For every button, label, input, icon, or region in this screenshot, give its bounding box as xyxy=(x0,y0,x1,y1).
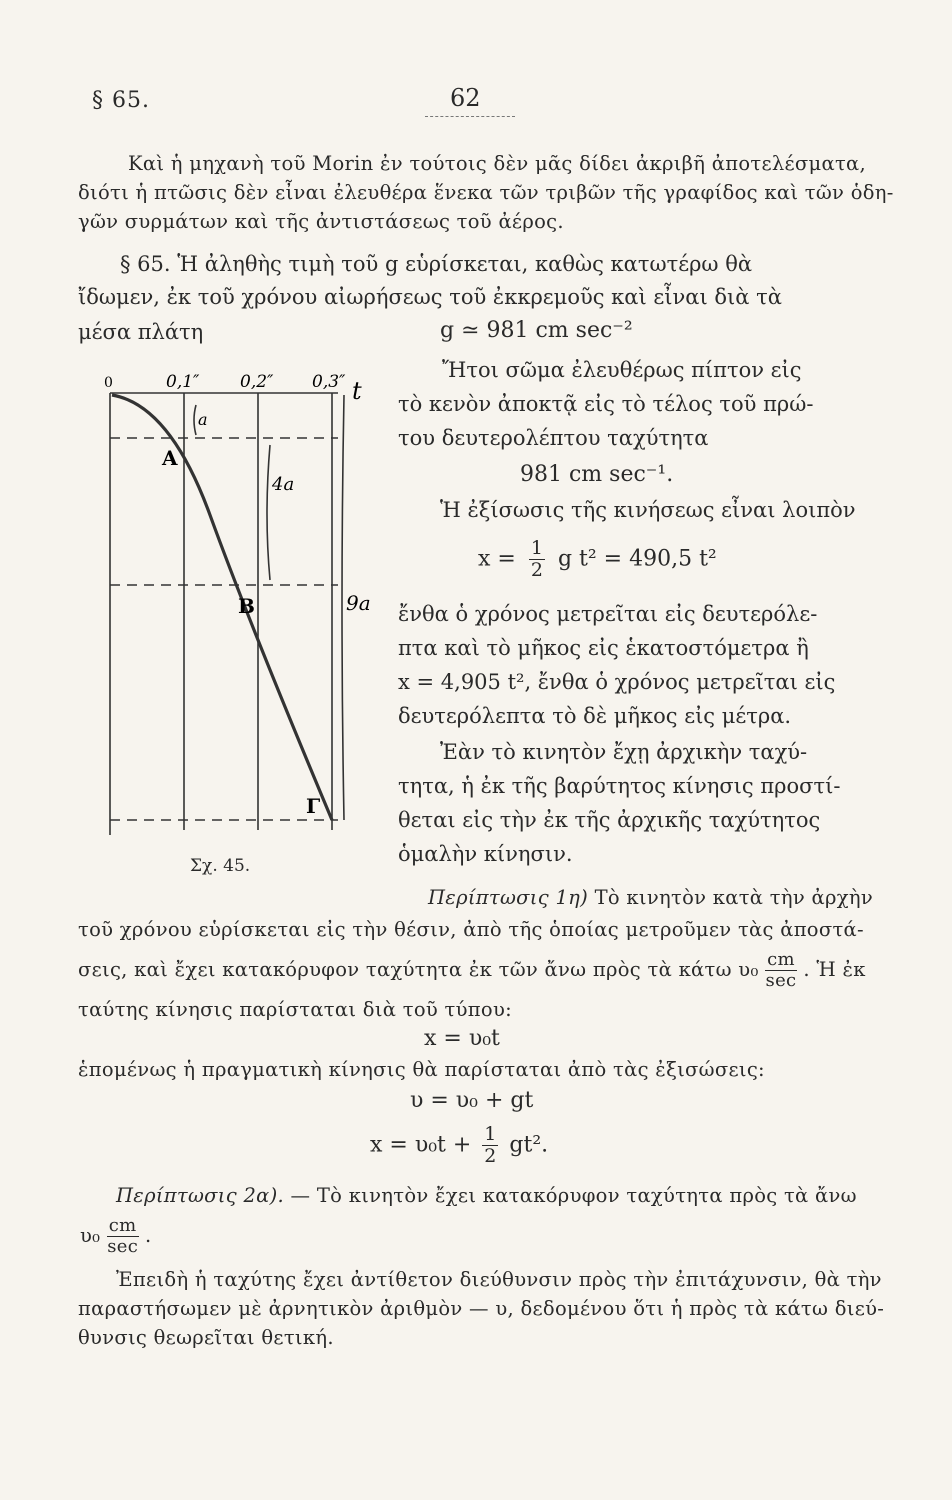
right-line11: θεται εἰς τὴν ἐκ τῆς ἀρχικῆς ταχύτητος xyxy=(398,808,821,832)
case2-line1 xyxy=(116,1184,857,1207)
section65-line2: ἴδωμεν, ἐκ τοῦ χρόνου αἰωρήσεως τοῦ ἐκκρεμοῦς καὶ εἶναι διὰ τὰ xyxy=(78,285,782,309)
figure-label-t3: 0,3″ xyxy=(312,372,346,392)
right-line1: Ἤτοι σῶμα ἐλευθέρως πίπτον εἰς xyxy=(442,358,802,382)
case2-velocity-symbol: υ₀ xyxy=(80,1223,101,1247)
figure-label-G: Γ xyxy=(306,794,321,818)
case1-equation3 xyxy=(370,1124,548,1167)
right-line3: του δευτερολέπτου ταχύτητα xyxy=(398,426,709,450)
case2-unit-denominator: sec xyxy=(107,1235,139,1257)
right-line12: ὁμαλὴν κίνησιν. xyxy=(398,842,573,866)
case2-unit-numerator: cm xyxy=(108,1215,137,1236)
right-line10: τητα, ἡ ἐκ τῆς βαρύτητος κίνησις προστί- xyxy=(398,774,841,798)
eq-x-numerator: 1 xyxy=(530,537,543,559)
case1-line3 xyxy=(78,950,866,991)
case2-line4: παραστήσωμεν μὲ ἀρνητικὸν ἀριθμὸν — υ, δεδομένου ὅτι ἡ πρὸς τὰ κάτω διεύ- xyxy=(78,1297,885,1320)
section65-line1: § 65. Ἡ ἀληθὴς τιμὴ τοῦ g εὑρίσκεται, καθὼς κατωτέρω θὰ xyxy=(120,252,753,276)
right-line9: Ἐὰν τὸ κινητὸν ἔχῃ ἀρχικὴν ταχύ- xyxy=(440,740,808,764)
figure-label-4a: 4a xyxy=(272,474,295,495)
eq-x-denominator: 2 xyxy=(530,558,543,581)
right-line7: x = 4,905 t², ἔνθα ὁ χρόνος μετρεῖται εἰς xyxy=(398,670,836,694)
case1-unit-numerator: cm xyxy=(767,949,795,970)
case1-equation2: υ = υ₀ + gt xyxy=(410,1088,534,1113)
eq-x-fraction xyxy=(529,538,545,581)
case2-heading: Περίπτωσις 2α). xyxy=(116,1184,285,1207)
figure-label-9a: 9a xyxy=(346,591,371,615)
case1-eq3-fraction xyxy=(482,1124,498,1167)
page-number: 62 xyxy=(450,84,481,112)
equation-g: g ≃ 981 cm sec⁻² xyxy=(440,318,633,343)
eq-x-right: g t² = 490,5 t² xyxy=(557,546,717,572)
right-line5: ἔνθα ὁ χρόνος μετρεῖται εἰς δευτερόλε- xyxy=(398,602,818,626)
figure-label-t1: 0,1″ xyxy=(166,372,200,392)
case1-line1-text: Τὸ κινητὸν κατὰ τὴν ἀρχὴν xyxy=(594,886,873,909)
section-header: § 65. xyxy=(92,88,150,113)
case1-eq3-left: x = υ₀t + xyxy=(370,1132,472,1158)
case1-unit-denominator: sec xyxy=(765,969,797,991)
case1-line3-text: σεις, καὶ ἔχει κατακόρυφον ταχύτητα ἐκ τῶν ἄνω πρὸς τὰ κάτω υ₀ xyxy=(78,957,759,981)
case1-line4: ταύτης κίνησις παρίσταται διὰ τοῦ τύπου: xyxy=(78,998,512,1021)
right-line8: δευτερόλεπτα τὸ δὲ μῆκος εἰς μέτρα. xyxy=(398,704,792,728)
paragraph1-line2: διότι ἡ πτῶσις δὲν εἶναι ἐλευθέρα ἕνεκα τῶν τριβῶν τῆς γραφίδος καὶ τῶν ὁδη- xyxy=(78,181,894,204)
figure-bracket-9a xyxy=(342,395,344,820)
case1-eq3-denominator: 2 xyxy=(484,1144,497,1167)
case2-line2 xyxy=(80,1216,152,1257)
case2-line3: Ἐπειδὴ ἡ ταχύτης ἔχει ἀντίθετον διεύθυνσιν πρὸς τὴν ἐπιτάχυνσιν, θὰ τὴν xyxy=(116,1268,882,1291)
figure-label-t: t xyxy=(352,377,362,405)
figure-trajectory-curve xyxy=(112,395,332,820)
figure-label-a: a xyxy=(198,410,208,429)
figure-label-A: Α xyxy=(162,446,178,470)
equation-velocity: 981 cm sec⁻¹. xyxy=(520,462,674,487)
figure-label-origin: 0 xyxy=(104,375,113,391)
equation-motion xyxy=(478,538,717,581)
figure-label-t2: 0,2″ xyxy=(240,372,274,392)
case1-heading: Περίπτωσις 1η) xyxy=(428,886,589,909)
figure-bracket-4a xyxy=(267,445,270,580)
figure-falling-body xyxy=(100,365,390,855)
case1-eq3-right: gt². xyxy=(509,1132,549,1158)
case1-line3-end: . Ἡ ἐκ xyxy=(803,957,866,981)
case1-line5: ἑπομένως ἡ πραγματικὴ κίνησις θὰ παρίσταται ἀπὸ τὰς ἐξισώσεις: xyxy=(78,1058,765,1081)
figure-caption: Σχ. 45. xyxy=(190,856,251,876)
case1-unit-fraction xyxy=(765,950,797,991)
case2-unit-fraction xyxy=(107,1216,139,1257)
case2-line5: θυνσις θεωρεῖται θετική. xyxy=(78,1326,334,1349)
right-line4: Ἡ ἐξίσωσις τῆς κινήσεως εἶναι λοιπὸν xyxy=(440,498,856,522)
right-line6: πτα καὶ τὸ μῆκος εἰς ἑκατοστόμετρα ἢ xyxy=(398,636,809,660)
paragraph1-line3: γῶν συρμάτων καὶ τῆς ἀντιστάσεως τοῦ ἀέρος. xyxy=(78,210,564,233)
header-rule xyxy=(425,116,515,117)
case2-line1-text: — Τὸ κινητὸν ἔχει κατακόρυφον ταχύτητα πρὸς τὰ ἄνω xyxy=(290,1184,857,1207)
section65-line3: μέσα πλάτη xyxy=(78,320,204,344)
eq-x-left: x = xyxy=(478,546,516,572)
case2-line2-end: . xyxy=(145,1223,152,1247)
figure-bracket-a xyxy=(194,405,196,435)
paragraph1-line1: Καὶ ἡ μηχανὴ τοῦ Morin ἐν τούτοις δὲν μᾶς δίδει ἀκριβῆ ἀποτελέσματα, xyxy=(128,152,867,175)
case1-eq3-numerator: 1 xyxy=(484,1123,497,1145)
figure-label-B: Β xyxy=(238,594,255,618)
case1-line1 xyxy=(428,886,873,909)
right-line2: τὸ κενὸν ἀποκτᾷ εἰς τὸ τέλος τοῦ πρώ- xyxy=(398,392,814,416)
case1-equation1: x = υ₀t xyxy=(424,1026,500,1051)
case1-line2: τοῦ χρόνου εὑρίσκεται εἰς τὴν θέσιν, ἀπὸ τῆς ὁποίας μετροῦμεν τὰς ἀποστά- xyxy=(78,918,864,941)
